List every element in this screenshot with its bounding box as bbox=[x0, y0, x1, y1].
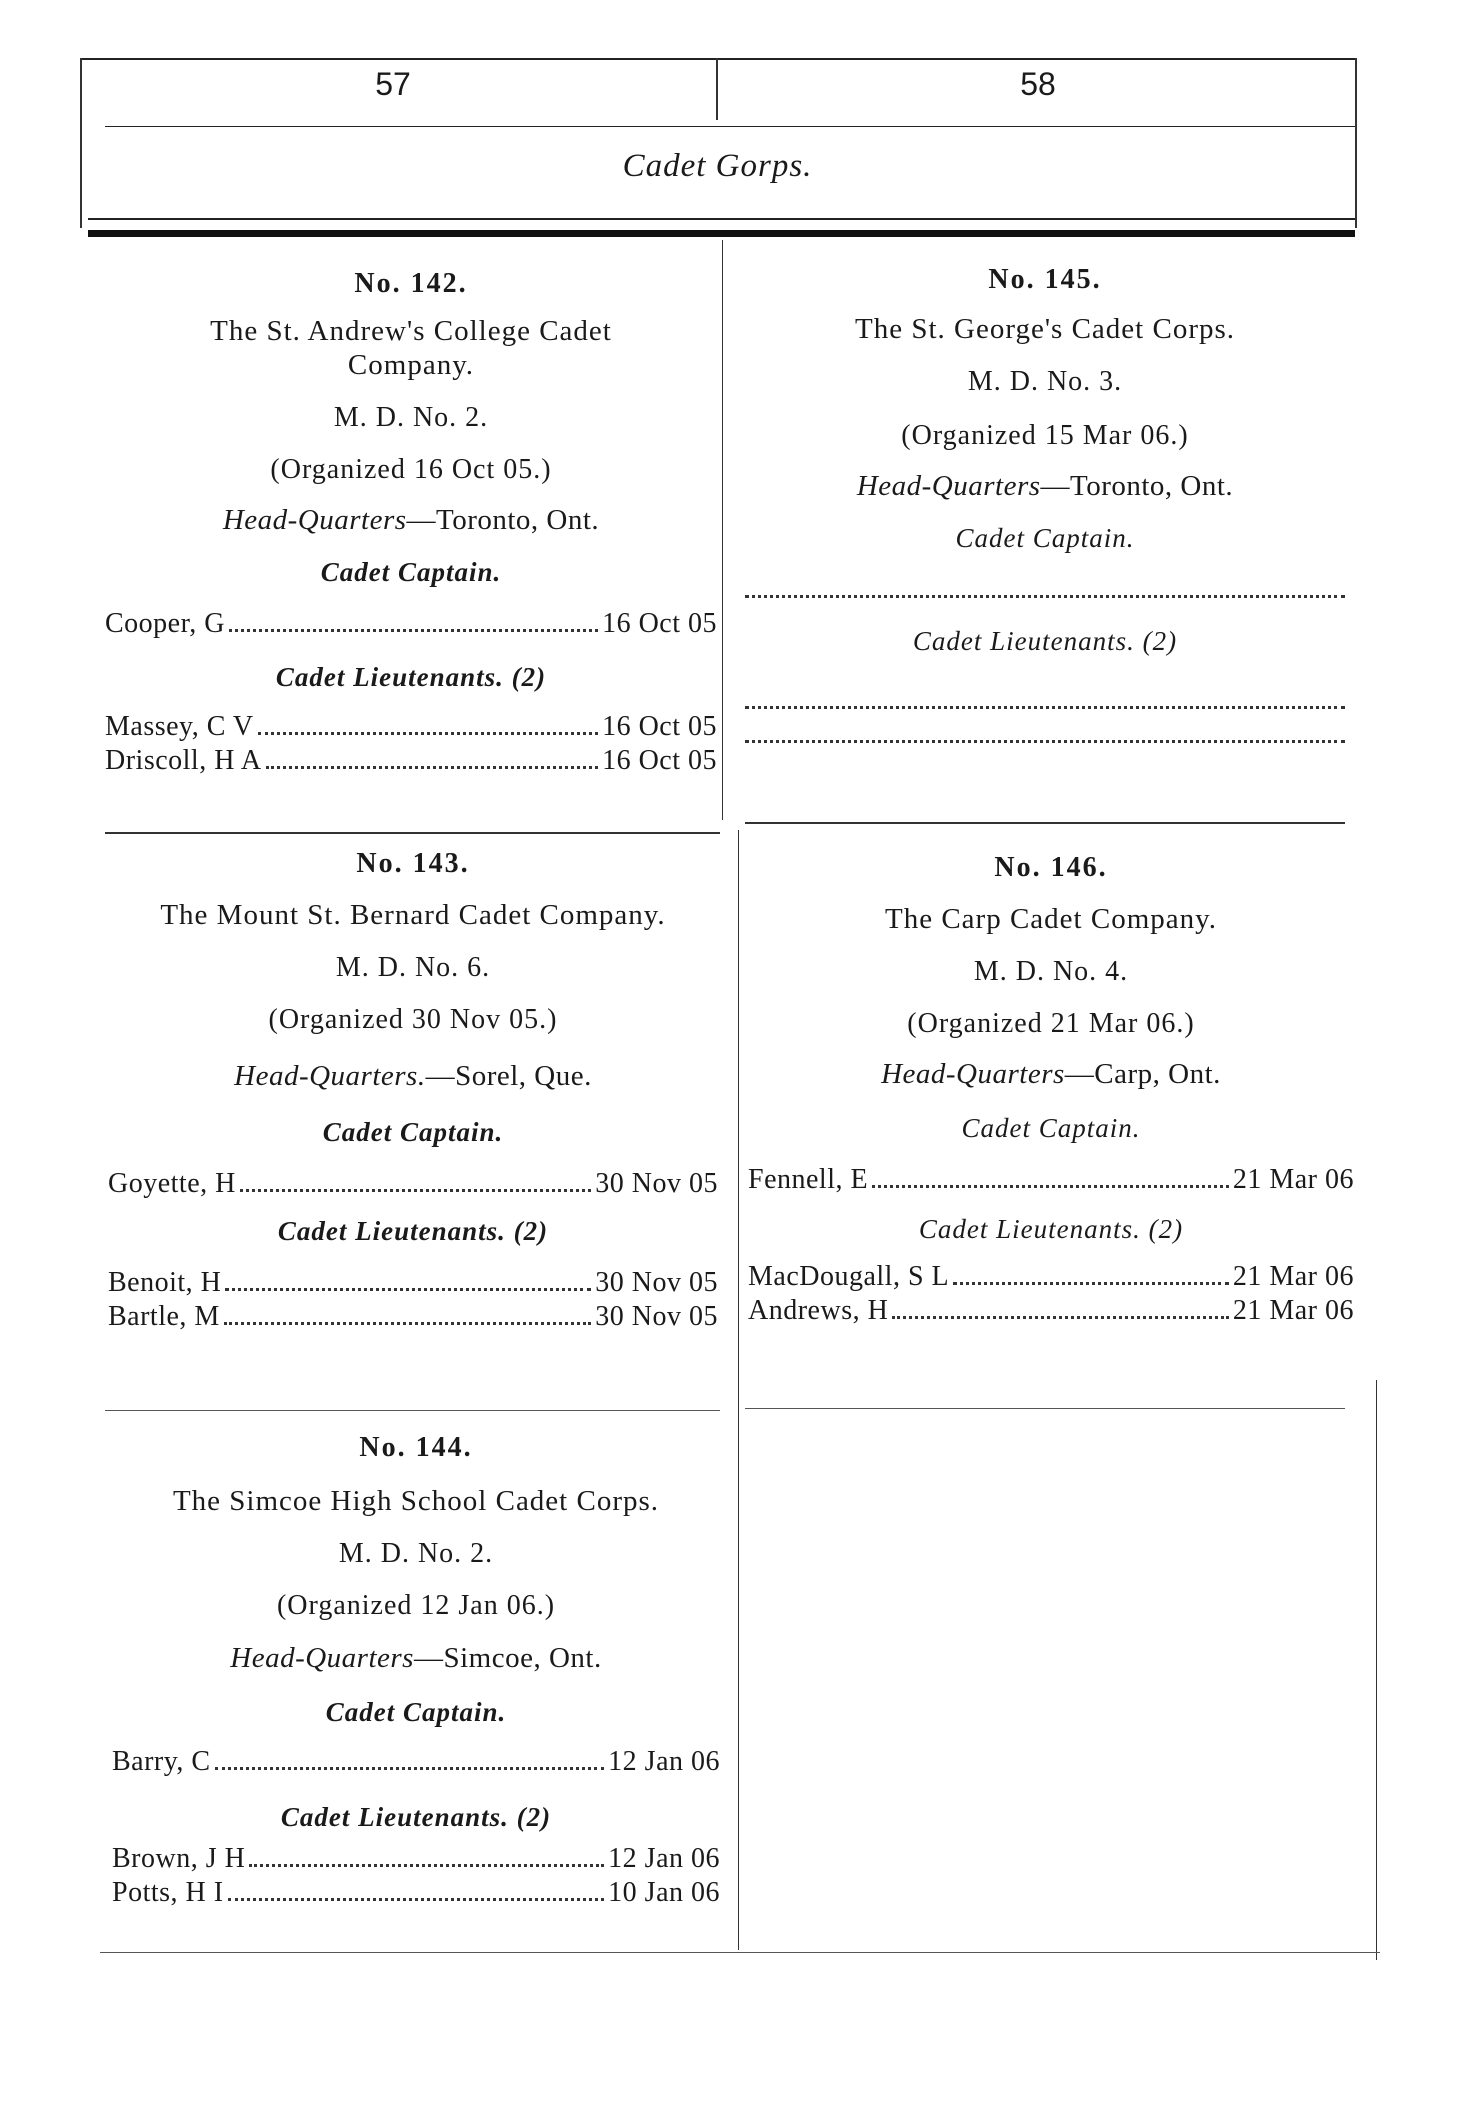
right-outer-border bbox=[1376, 1380, 1377, 1960]
officer-name: Driscoll, H A bbox=[105, 745, 262, 776]
lieutenant-row bbox=[105, 711, 717, 743]
lieutenants-heading: Cadet Lieutenants. (2) bbox=[277, 1216, 549, 1246]
lieutenant-row bbox=[112, 1877, 720, 1909]
captain-heading: Cadet Captain. bbox=[961, 1113, 1141, 1143]
page-number-divider bbox=[716, 58, 718, 120]
commission-date: 12 Jan 06 bbox=[608, 1746, 720, 1777]
separator-right-2 bbox=[745, 1408, 1345, 1409]
leader-dots bbox=[258, 731, 598, 735]
separator-left-2 bbox=[105, 1410, 720, 1411]
page-number-left: 57 bbox=[375, 66, 411, 102]
officer-name: Benoit, H bbox=[108, 1267, 222, 1298]
headquarters-label: Head-Quarters bbox=[222, 504, 407, 536]
page-number-right: 58 bbox=[1020, 66, 1056, 102]
captain-heading: Cadet Captain. bbox=[325, 1697, 507, 1727]
leader-dots bbox=[228, 1897, 605, 1901]
entry-number: No. 142. bbox=[354, 268, 468, 299]
separator-left-1 bbox=[105, 832, 720, 834]
commission-date: 16 Oct 05 bbox=[602, 745, 717, 776]
headquarters bbox=[105, 504, 717, 537]
organized-date: (Organized 21 Mar 06.) bbox=[907, 1008, 1195, 1039]
left-border bbox=[80, 58, 82, 228]
page-number-rule bbox=[105, 126, 1355, 127]
headquarters-place: —Carp, Ont. bbox=[1064, 1058, 1221, 1090]
heading-thin-rule bbox=[88, 218, 1355, 220]
military-district: M. D. No. 6. bbox=[335, 952, 491, 983]
officer-name: Fennell, E bbox=[748, 1164, 869, 1195]
captain-row bbox=[748, 1164, 1354, 1196]
officer-name: MacDougall, S L bbox=[748, 1261, 950, 1292]
lieutenants-heading: Cadet Lieutenants. (2) bbox=[918, 1214, 1184, 1244]
commission-date: 10 Jan 06 bbox=[608, 1877, 720, 1908]
commission-date: 21 Mar 06 bbox=[1232, 1295, 1354, 1326]
captain-row bbox=[105, 608, 717, 640]
lieutenant-row bbox=[748, 1261, 1354, 1293]
headquarters bbox=[108, 1060, 718, 1093]
vacant-captain-line bbox=[745, 594, 1345, 598]
separator-right-1 bbox=[745, 822, 1345, 824]
corps-name: The Mount St. Bernard Cadet Company. bbox=[160, 899, 666, 931]
organized-date: (Organized 16 Oct 05.) bbox=[270, 454, 552, 485]
organized-date: (Organized 12 Jan 06.) bbox=[276, 1590, 556, 1621]
officer-name: Barry, C bbox=[112, 1746, 211, 1777]
entry-144 bbox=[112, 1432, 720, 1909]
leader-dots bbox=[224, 1321, 591, 1325]
leader-dots bbox=[953, 1281, 1229, 1285]
commission-date: 16 Oct 05 bbox=[602, 608, 717, 639]
headquarters-label: Head-Quarters bbox=[230, 1642, 414, 1674]
right-border bbox=[1355, 58, 1357, 228]
officer-name: Potts, H I bbox=[112, 1877, 224, 1908]
captain-row bbox=[108, 1168, 718, 1200]
corps-name: The St. Andrew's College Cadet Company. bbox=[210, 315, 612, 381]
section-heading: Cadet Gorps. bbox=[622, 148, 813, 184]
entry-142 bbox=[105, 268, 717, 777]
headquarters-label: Head-Quarters. bbox=[234, 1060, 426, 1092]
headquarters bbox=[748, 1058, 1354, 1091]
military-district: M. D. No. 2. bbox=[338, 1538, 494, 1569]
vacant-lieutenant-line bbox=[745, 739, 1345, 743]
commission-date: 16 Oct 05 bbox=[602, 711, 717, 742]
commission-date: 12 Jan 06 bbox=[608, 1843, 720, 1874]
headquarters bbox=[745, 470, 1345, 503]
lieutenants-heading: Cadet Lieutenants. (2) bbox=[280, 1802, 552, 1832]
entry-number: No. 143. bbox=[356, 848, 470, 879]
military-district: M. D. No. 4. bbox=[973, 956, 1129, 987]
corps-name: The Simcoe High School Cadet Corps. bbox=[172, 1485, 660, 1517]
separator-bottom bbox=[100, 1952, 1380, 1953]
vacant-lieutenant-line bbox=[745, 705, 1345, 709]
officer-name: Bartle, M bbox=[108, 1301, 220, 1332]
headquarters-place: —Toronto, Ont. bbox=[1040, 470, 1234, 502]
corps-name: The Carp Cadet Company. bbox=[885, 903, 1217, 935]
lieutenant-row bbox=[748, 1295, 1354, 1327]
heading-thick-rule bbox=[88, 230, 1355, 237]
leader-dots bbox=[249, 1863, 604, 1867]
military-district: M. D. No. 2. bbox=[333, 402, 489, 433]
leader-dots bbox=[225, 1287, 591, 1291]
entry-146 bbox=[748, 852, 1354, 1327]
entry-145 bbox=[745, 264, 1345, 743]
lieutenant-row bbox=[112, 1843, 720, 1875]
lieutenant-row bbox=[108, 1301, 718, 1333]
column-divider-lower bbox=[738, 830, 739, 1950]
headquarters-place: —Simcoe, Ont. bbox=[413, 1642, 602, 1674]
headquarters-label: Head-Quarters bbox=[856, 470, 1041, 502]
headquarters-label: Head-Quarters bbox=[881, 1058, 1065, 1090]
lieutenant-row bbox=[108, 1267, 718, 1299]
leader-dots bbox=[892, 1315, 1229, 1319]
leader-dots bbox=[215, 1766, 605, 1770]
officer-name: Goyette, H bbox=[108, 1168, 236, 1199]
captain-heading: Cadet Captain. bbox=[320, 557, 502, 587]
organized-date: (Organized 15 Mar 06.) bbox=[901, 420, 1189, 451]
officer-name: Brown, J H bbox=[112, 1843, 246, 1874]
captain-row bbox=[112, 1746, 720, 1778]
officer-name: Andrews, H bbox=[748, 1295, 889, 1326]
organized-date: (Organized 30 Nov 05.) bbox=[268, 1004, 558, 1035]
entry-number: No. 145. bbox=[988, 264, 1102, 295]
lieutenants-heading: Cadet Lieutenants. (2) bbox=[275, 662, 547, 692]
commission-date: 21 Mar 06 bbox=[1232, 1164, 1354, 1195]
commission-date: 21 Mar 06 bbox=[1232, 1261, 1354, 1292]
lieutenants-heading: Cadet Lieutenants. (2) bbox=[912, 626, 1178, 656]
commission-date: 30 Nov 05 bbox=[595, 1168, 718, 1199]
officer-name: Cooper, G bbox=[105, 608, 226, 639]
military-district: M. D. No. 3. bbox=[967, 366, 1123, 397]
entry-number: No. 146. bbox=[994, 852, 1108, 883]
leader-dots bbox=[229, 628, 598, 632]
leader-dots bbox=[872, 1184, 1229, 1188]
headquarters bbox=[112, 1642, 720, 1675]
corps-name: The St. George's Cadet Corps. bbox=[854, 313, 1236, 345]
column-divider-upper bbox=[722, 240, 723, 820]
lieutenant-row bbox=[105, 745, 717, 777]
officer-name: Massey, C V bbox=[105, 711, 254, 742]
commission-date: 30 Nov 05 bbox=[595, 1301, 718, 1332]
headquarters-place: —Sorel, Que. bbox=[425, 1060, 592, 1092]
captain-heading: Cadet Captain. bbox=[322, 1117, 504, 1147]
captain-heading: Cadet Captain. bbox=[955, 523, 1135, 553]
entry-number: No. 144. bbox=[359, 1432, 473, 1463]
leader-dots bbox=[266, 765, 598, 769]
leader-dots bbox=[240, 1188, 591, 1192]
entry-143 bbox=[108, 848, 718, 1333]
headquarters-place: —Toronto, Ont. bbox=[406, 504, 600, 536]
commission-date: 30 Nov 05 bbox=[595, 1267, 718, 1298]
